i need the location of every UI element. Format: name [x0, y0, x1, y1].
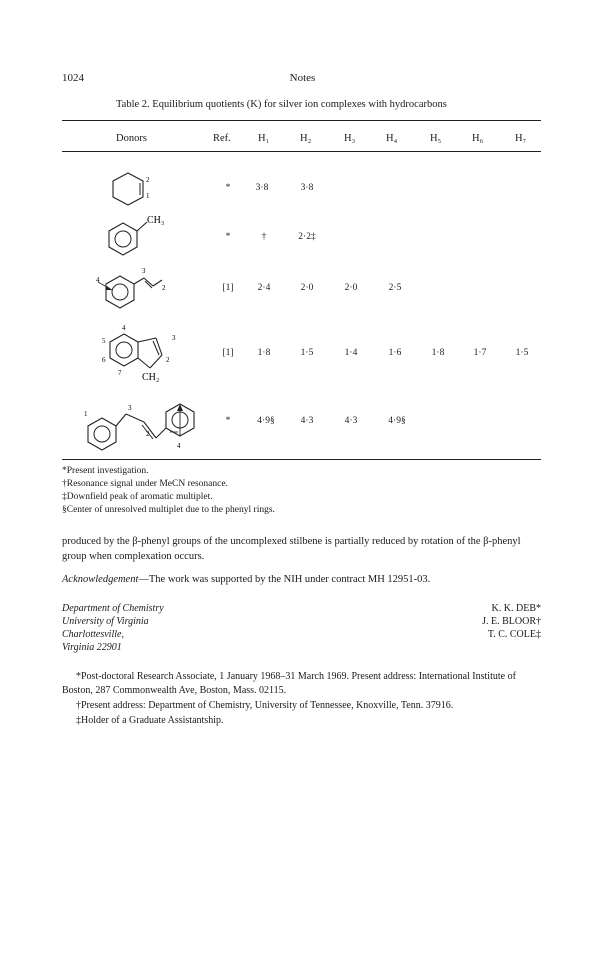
- label-indene-4: 4: [122, 324, 126, 332]
- row3-h2: 2·0: [300, 283, 314, 293]
- table-footnote: §Center of unresolved multiplet due to the phenyl rings.: [62, 505, 275, 515]
- label-indene-5: 5: [102, 337, 106, 345]
- header-h5: H₅: [430, 133, 442, 144]
- structure-stilbene: [84, 392, 214, 458]
- structure-toluene: [107, 212, 177, 256]
- table-bottom-rule: [62, 459, 541, 460]
- header-h2: H₂: [300, 133, 312, 144]
- author-name: T. C. COLE‡: [487, 629, 541, 640]
- label-allyl-2: 2: [162, 284, 166, 292]
- row5-h3: 4·3: [344, 416, 358, 426]
- author-footnote: ‡Holder of a Graduate Assistantship.: [76, 715, 224, 726]
- row4-h2: 1·5: [300, 348, 314, 358]
- ack-text: —The work was supported by the NIH under contract MH 12951-03.: [138, 574, 431, 585]
- author-name: K. K. DEB*: [491, 603, 541, 614]
- body-paragraph: produced by the β-phenyl groups of the uncomplexed stilbene is partially reduced by rotation of the β-phenyl group when complexation occurs.: [62, 536, 521, 562]
- row4-h6: 1·7: [473, 348, 487, 358]
- label-allyl-4: 4: [96, 276, 100, 284]
- label-cyclohexene-2: 2: [146, 176, 150, 184]
- row5-h4: 4·9§: [388, 416, 406, 426]
- label-indene-3: 3: [172, 334, 176, 342]
- row3-ref: [1]: [222, 283, 234, 293]
- author-name: J. E. BLOOR†: [482, 616, 541, 627]
- table-caption: Table 2. Equilibrium quotients (K) for silver ion complexes with hydrocarbons: [116, 99, 447, 110]
- row4-h4: 1·6: [388, 348, 402, 358]
- label-toluene-ch3: CH₃: [147, 215, 165, 226]
- row5-h1: 4·9§: [257, 416, 275, 426]
- author-footnote: *Post-doctoral Research Associate, 1 January 1968–31 March 1969. Present address: International Institute of Boston, 287 Commonwealth Ave, Boston, Mass. 02115.: [62, 671, 516, 696]
- header-h4: H₄: [386, 133, 398, 144]
- table-top-rule: [62, 120, 541, 121]
- label-stilbene-2: 2: [146, 430, 150, 438]
- structure-cyclohexene: [112, 172, 162, 206]
- row1-h1: 3·8: [255, 183, 269, 193]
- author-footnote: †Present address: Department of Chemistry, University of Tennessee, Knoxville, Tenn. 37916.: [76, 700, 454, 711]
- row2-ref: *: [225, 232, 231, 242]
- header-h1: H₁: [258, 133, 270, 144]
- label-indene-6: 6: [102, 356, 106, 364]
- label-stilbene-3: 3: [128, 404, 132, 412]
- acknowledgement: [62, 574, 541, 585]
- header-h6: H₆: [472, 133, 484, 144]
- row3-h3: 2·0: [344, 283, 358, 293]
- row4-ref: [1]: [222, 348, 234, 358]
- page-number: 1024: [62, 72, 84, 84]
- affiliation-line: Department of Chemistry: [62, 603, 164, 614]
- label-stilbene-4: 4: [177, 442, 181, 450]
- running-head: Notes: [289, 72, 316, 84]
- row3-h4: 2·5: [388, 283, 402, 293]
- label-indene-7: 7: [118, 369, 122, 377]
- label-indene-2: 2: [166, 356, 170, 364]
- row4-h1: 1·8: [257, 348, 271, 358]
- row3-h1: 2·4: [257, 283, 271, 293]
- row1-h2: 3·8: [300, 183, 314, 193]
- row4-h3: 1·4: [344, 348, 358, 358]
- row4-h7: 1·5: [515, 348, 529, 358]
- affiliation-line: Virginia 22901: [62, 642, 122, 653]
- row5-ref: *: [225, 416, 231, 426]
- affiliation-line: Charlottesville,: [62, 629, 124, 640]
- affiliation-line: University of Virginia: [62, 616, 149, 627]
- label-indene-ch2: CH₂: [142, 372, 160, 383]
- row2-h2: 2·2‡: [298, 232, 316, 242]
- ack-label: Acknowledgement: [62, 574, 139, 585]
- row1-ref: *: [225, 183, 231, 193]
- table-footnote: *Present investigation.: [62, 466, 149, 476]
- row4-h5: 1·8: [431, 348, 445, 358]
- header-ref: Ref.: [213, 133, 231, 144]
- row5-h2: 4·3: [300, 416, 314, 426]
- header-h7: H₇: [515, 133, 527, 144]
- label-allyl-3: 3: [142, 267, 146, 275]
- header-donors: Donors: [116, 133, 147, 144]
- header-h3: H₃: [344, 133, 356, 144]
- label-stilbene-1: 1: [84, 410, 88, 418]
- table-footnote: †Resonance signal under MeCN resonance.: [62, 479, 228, 489]
- structure-indene: [98, 322, 188, 388]
- row2-h1: †: [261, 232, 267, 242]
- structure-allylbenzene: [96, 258, 176, 308]
- table-footnote: ‡Downfield peak of aromatic multiplet.: [62, 492, 213, 502]
- table-header-rule: [62, 151, 541, 152]
- label-cyclohexene-1: 1: [146, 192, 150, 200]
